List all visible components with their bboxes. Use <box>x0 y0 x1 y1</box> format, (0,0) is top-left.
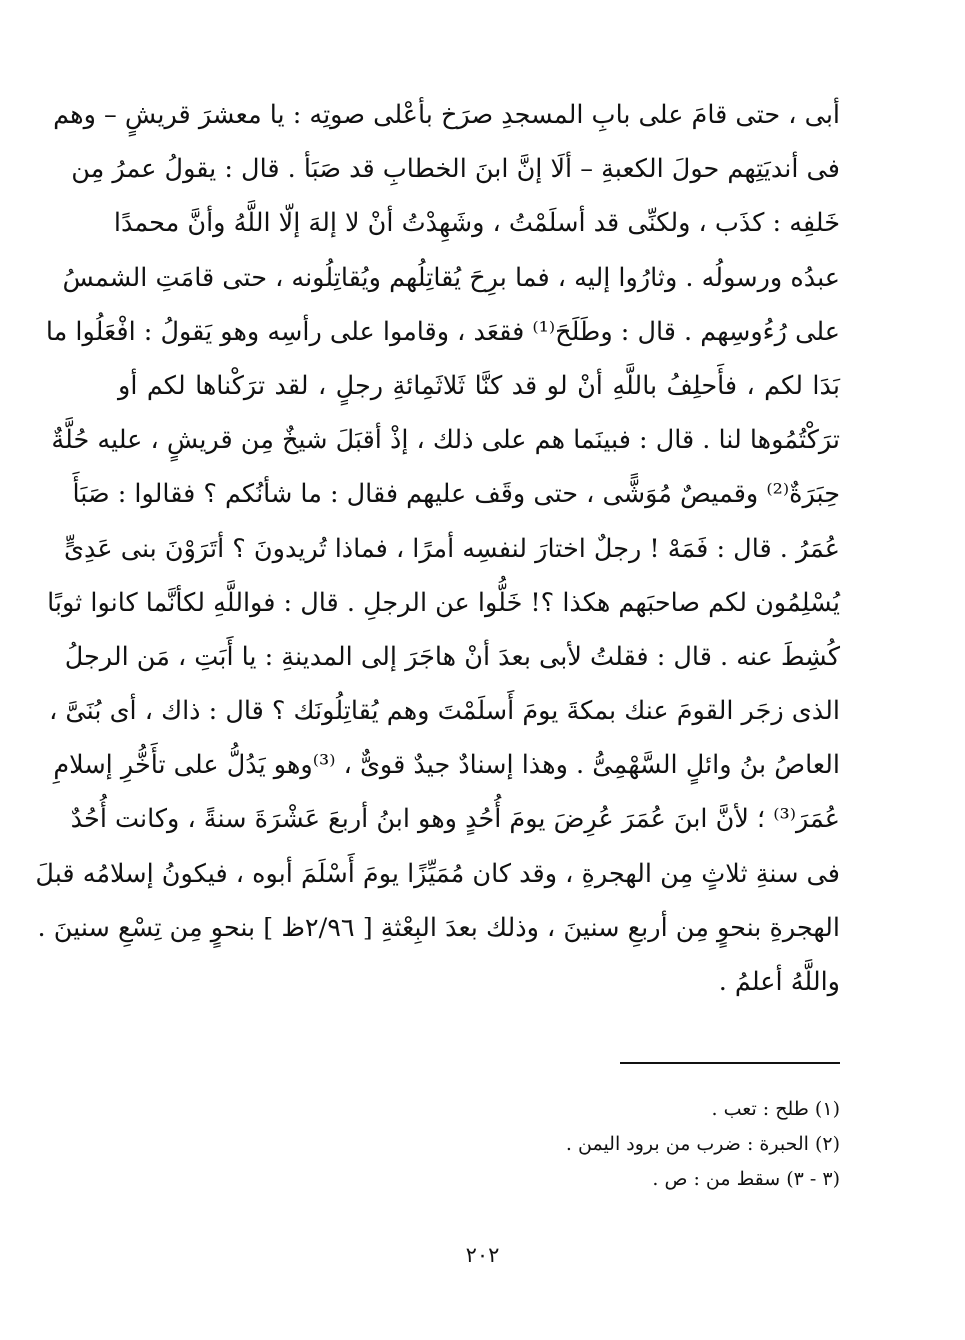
footnote-2: (٢) الحبرة : ضرب من برود اليمن . <box>565 1133 840 1155</box>
main-text-block <box>35 88 840 1009</box>
footnotes-block <box>420 1092 840 1197</box>
text-line: حِبَرَةٌ⁽²⁾ وقميصٌ مُوَشًّى ، حتى وقَف عليهم فقال : ما شأنُكم ؟ فقالوا : صَبَأَ <box>72 479 840 510</box>
text-line: بَدَا لكم ، فأَحلِفُ باللَّهِ أنْ لو قد كنَّا ثَلاثَمِائةِ رجلٍ ، لقد ترَكْناها لكم أو <box>118 370 840 401</box>
text-line: فى سنةِ ثلاثٍ مِن الهجرةِ ، وقد كان مُمَيِّزًا يومَ أَسْلَمَ أبوه ، فيكونُ إسلامُه قبلَ <box>35 858 840 889</box>
footnote-3: (٣ - ٣) سقط من : ص . <box>652 1168 840 1190</box>
text-line: على رُءُوسِهم . قال : وطَلَحَ⁽¹⁾ فقعَد ، وقاموا على رأسِه وهو يَقولُ : افْعَلُوا ما <box>45 316 840 347</box>
footnote-separator <box>620 1062 840 1064</box>
text-line: خَلفِه : كذَب ، ولكنِّى قد أسلَمْتُ ، وشَهِدْتُ أنْ لا إلهَ إلّا اللَّهُ وأنَّ محمدًا <box>113 208 840 239</box>
text-line: الهجرةِ بنحوٍ مِن أربعِ سنينَ ، وذلك بعدَ البِعْثةِ [ ٢/٩٦ظ ] بنحوٍ مِن تِسْعِ سنينَ . <box>37 912 840 943</box>
text-line: كُشِطَ عنه . قال : فقلتُ لأبى بعدَ أنْ هاجَرَ إلى المدينةِ : يا أَبَتِ ، مَن الرجلُ <box>64 641 840 672</box>
text-line: الذى زجَر القومَ عنك بمكةَ يومَ أَسلَمْتَ وهم يُقاتِلُونَك ؟ قال : ذاك ، أى بُنَىَّ ، <box>49 696 840 727</box>
footnote-1: (١) طلح : تعب . <box>711 1098 840 1120</box>
text-line: ترَكْتُمُوها لنا . قال : فبينَما هم على ذلك ، إذْ أقبَلَ شيخٌ مِن قريشٍ ، عليه حُلَّةٌ <box>51 425 840 456</box>
text-line: العاصُ بنُ وائلٍ السَّهْمِىُّ . وهذا إسنادٌ جيدٌ قوىٌّ ، ⁽³⁾وهو يَدُلُّ على تأَخُّرِ إسلامِ <box>53 750 840 781</box>
page-number: ٢٠٢ <box>465 1243 500 1267</box>
text-line: عبدُه ورسولُه . وثارُوا إليه ، فما برِحَ يُقاتِلُهم ويُقاتِلُونه ، حتى قامَتِ الشمسُ <box>62 262 840 293</box>
text-line: يُسْلِمُون لكم صاحبَهم هكذا ؟! خَلُّوا عن الرجلِ . قال : فواللَّهِ لكأنَّما كانوا ثوبًا <box>47 587 840 618</box>
text-line: عُمَرُ . قال : فَمَهْ ! رجلٌ اختارَ لنفسِه أمرًا ، فماذا تُريدونَ ؟ أتَرَوْنَ بنى عَدِىٍّ <box>64 533 840 564</box>
text-line: فى أنديَتِهم حولَ الكعبةِ – ألَا إنَّ ابنَ الخطابِ قد صَبَأ . قال : يقولُ عمرُ مِن <box>71 154 840 185</box>
text-line: أبى ، حتى قامَ على بابِ المسجدِ صرَخ بأعْلى صوتِه : يا معشرَ قريشٍ – وهم <box>53 100 840 130</box>
text-line: عُمَرَ⁽³⁾ ؛ لأنَّ ابنَ عُمَرَ عُرِضَ يومَ أُحُدٍ وهو ابنُ أربعَ عَشْرَةَ سنةً ، وكانت أُحُدٌ <box>70 804 840 835</box>
text-line-last: واللَّهُ أعلمُ . <box>718 967 840 997</box>
